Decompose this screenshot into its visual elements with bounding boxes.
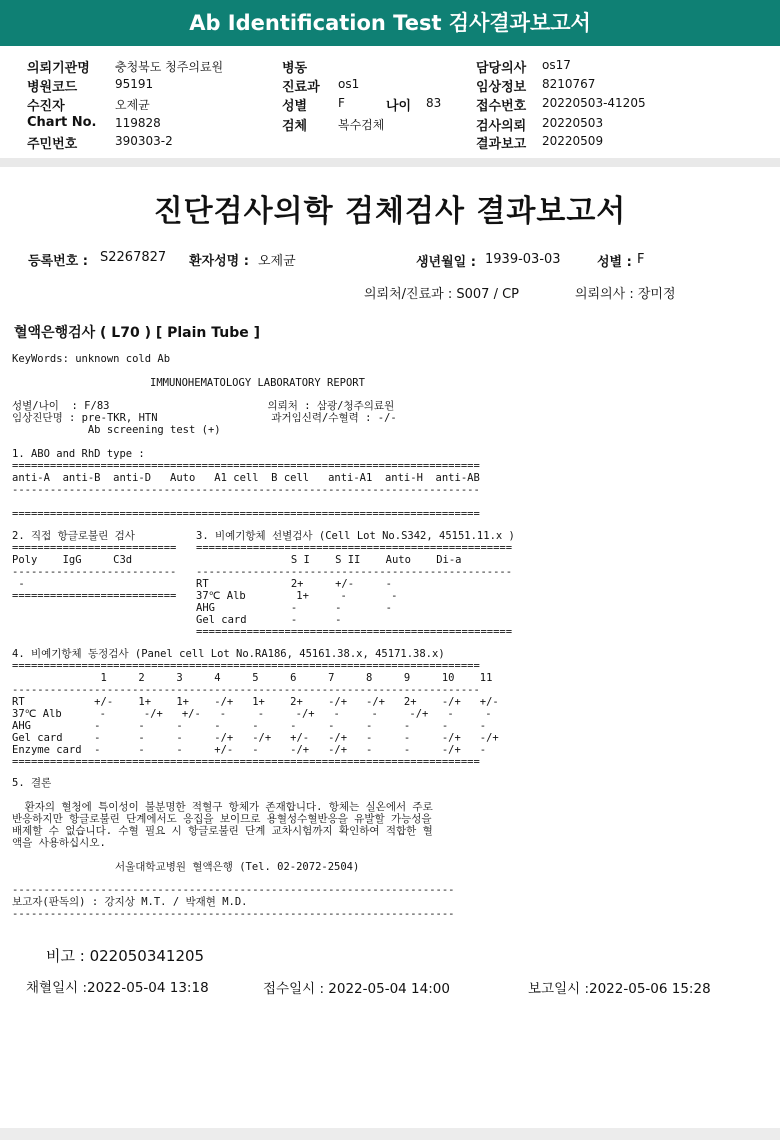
birth-date-value: 1939-03-03 bbox=[485, 252, 561, 267]
info-value-chart-no: 119828 bbox=[115, 116, 161, 130]
registration-value: S2267827 bbox=[100, 250, 167, 265]
antibody-identification-panel: 4. 비예기항체 동정검사 (Panel cell Lot No.RA186, 45161.38.x, 45171.38.x) ========================================================================== 1 2 3 4 5 6 7 8 9 10 11 -------------------------------------------------------------------------- RT +/- 1+ 1+ -/+ 1+ 2+ -/+ -/+ 2+ -/+ +/- 37℃ Alb - -/+ +/- - - -/+ - - -/+ - - AHG - - - - - - - - - - - Gel card - - - -/+ -/+ +/- -/+ - - -/+ -/+ Enzyme card - - - +/- - -/+ -/+ - - -/+ - ========================================================================== bbox=[12, 648, 499, 768]
info-label-institution: 의뢰기관명 bbox=[27, 61, 90, 76]
info-value-age: 83 bbox=[426, 96, 442, 110]
conclusion-title: 5. 결론 bbox=[12, 777, 52, 789]
info-label-ward: 병동 bbox=[282, 61, 308, 76]
patient-name-label: 환자성명 : bbox=[189, 254, 249, 269]
patient-block: 성별/나이 : F/83 의뢰처 : 삼광/청주의료원 임상진단명 : pre-TKR, HTN 과거임신력/수혈력 : -/- Ab screening test (+) bbox=[12, 400, 397, 436]
bottom-bar bbox=[0, 1128, 780, 1140]
requesting-doctor: 의뢰의사 : 장미정 bbox=[575, 287, 676, 302]
info-label-report-date: 결과보고 bbox=[476, 137, 527, 152]
info-value-hospital-code: 95191 bbox=[115, 77, 154, 91]
info-label-request-date: 검사의뢰 bbox=[476, 119, 527, 134]
info-label-clinical-info: 임상정보 bbox=[476, 80, 527, 95]
birth-date-label: 생년월일 : bbox=[416, 255, 476, 270]
info-label-hospital-code: 병원코드 bbox=[27, 80, 78, 95]
report-time: 보고일시 :2022-05-06 15:28 bbox=[528, 981, 711, 997]
report-header-title: Ab Identification Test 검사결과보고서 bbox=[0, 0, 780, 46]
info-label-sex: 성별 bbox=[282, 99, 308, 114]
receipt-time: 접수일시 : 2022-05-04 14:00 bbox=[263, 981, 450, 997]
info-label-patient: 수진자 bbox=[27, 99, 65, 114]
abo-rhd-section: 1. ABO and RhD type : ========================================================================== anti-A anti-B anti-D Auto A1 cell B cell anti-A1 anti-H anti-AB -------------------------------------------------------------------------- ========================================================================== bbox=[12, 448, 480, 520]
info-label-id-number: 주민번호 bbox=[27, 137, 78, 152]
collection-time: 채혈일시 :2022-05-04 13:18 bbox=[26, 980, 209, 996]
info-value-request-date: 20220503 bbox=[542, 116, 604, 130]
reporter-block: ---------------------------------------------------------------------- 보고자(판독의) : 강지상 M.T. / 박재현 M.D. ---------------------------------------------------------------------- bbox=[12, 884, 455, 920]
section-divider bbox=[0, 158, 780, 167]
info-label-department: 진료과 bbox=[282, 80, 320, 95]
info-value-physician: os17 bbox=[542, 58, 571, 72]
antibody-screening-section: 3. 비예기항체 선별검사 (Cell Lot No.S342, 45151.11.x ) ================================================== S I S II Auto Di-a -------------------------------------------------- RT 2+ +/- - 37℃ Alb 1+ - - AHG - - - Gel card - - ================================================== bbox=[196, 530, 515, 638]
info-value-receipt-no: 20220503-41205 bbox=[542, 96, 646, 110]
blood-bank-contact: 서울대학교병원 혈액은행 (Tel. 02-2072-2504) bbox=[115, 861, 360, 873]
dat-section: 2. 직접 항글로불린 검사 ========================== Poly IgG C3d -------------------------- - ========================== bbox=[12, 530, 177, 602]
info-value-sex: F bbox=[338, 96, 345, 110]
info-value-clinical-info: 8210767 bbox=[542, 77, 596, 91]
keywords-line: KeyWords: unknown cold Ab bbox=[12, 353, 171, 365]
info-label-physician: 담당의사 bbox=[476, 61, 527, 76]
department-info: 의뢰처/진료과 : S007 / CP bbox=[364, 287, 519, 302]
sex-value: F bbox=[637, 252, 645, 267]
info-value-department: os1 bbox=[338, 77, 360, 91]
registration-label: 등록번호 : bbox=[28, 254, 88, 269]
test-title: 혈액은행검사 ( L70 ) [ Plain Tube ] bbox=[14, 325, 261, 341]
lab-report-title: IMMUNOHEMATOLOGY LABORATORY REPORT bbox=[150, 377, 365, 389]
info-value-report-date: 20220509 bbox=[542, 134, 604, 148]
sex-label: 성별 : bbox=[597, 255, 632, 270]
patient-name-value: 오제균 bbox=[258, 254, 296, 269]
remark-line: 비고 : 022050341205 bbox=[46, 947, 205, 965]
conclusion-text: 환자의 혈청에 특이성이 불분명한 적혈구 항체가 존재합니다. 항체는 실온에서 주로 반응하지만 항글로불린 단계에서도 응집을 보이므로 용혈성수혈반응을 유발할 가능성을 배제할 수 없습니다. 수혈 필요 시 항글로불린 단계 교차시험까지 확인하여 적합한 혈 액을 사용하십시오. bbox=[12, 801, 433, 849]
info-label-receipt-no: 접수번호 bbox=[476, 99, 527, 114]
info-label-age: 나이 bbox=[386, 99, 412, 114]
document-title: 진단검사의학 검체검사 결과보고서 bbox=[153, 194, 627, 229]
info-label-specimen: 검체 bbox=[282, 119, 308, 134]
info-value-patient: 오제균 bbox=[115, 98, 150, 112]
info-value-institution: 충청북도 청주의료원 bbox=[115, 60, 224, 74]
info-label-chart-no: Chart No. bbox=[27, 115, 97, 130]
info-value-specimen: 복수검체 bbox=[338, 118, 385, 132]
info-value-id-number: 390303-2 bbox=[115, 134, 173, 148]
